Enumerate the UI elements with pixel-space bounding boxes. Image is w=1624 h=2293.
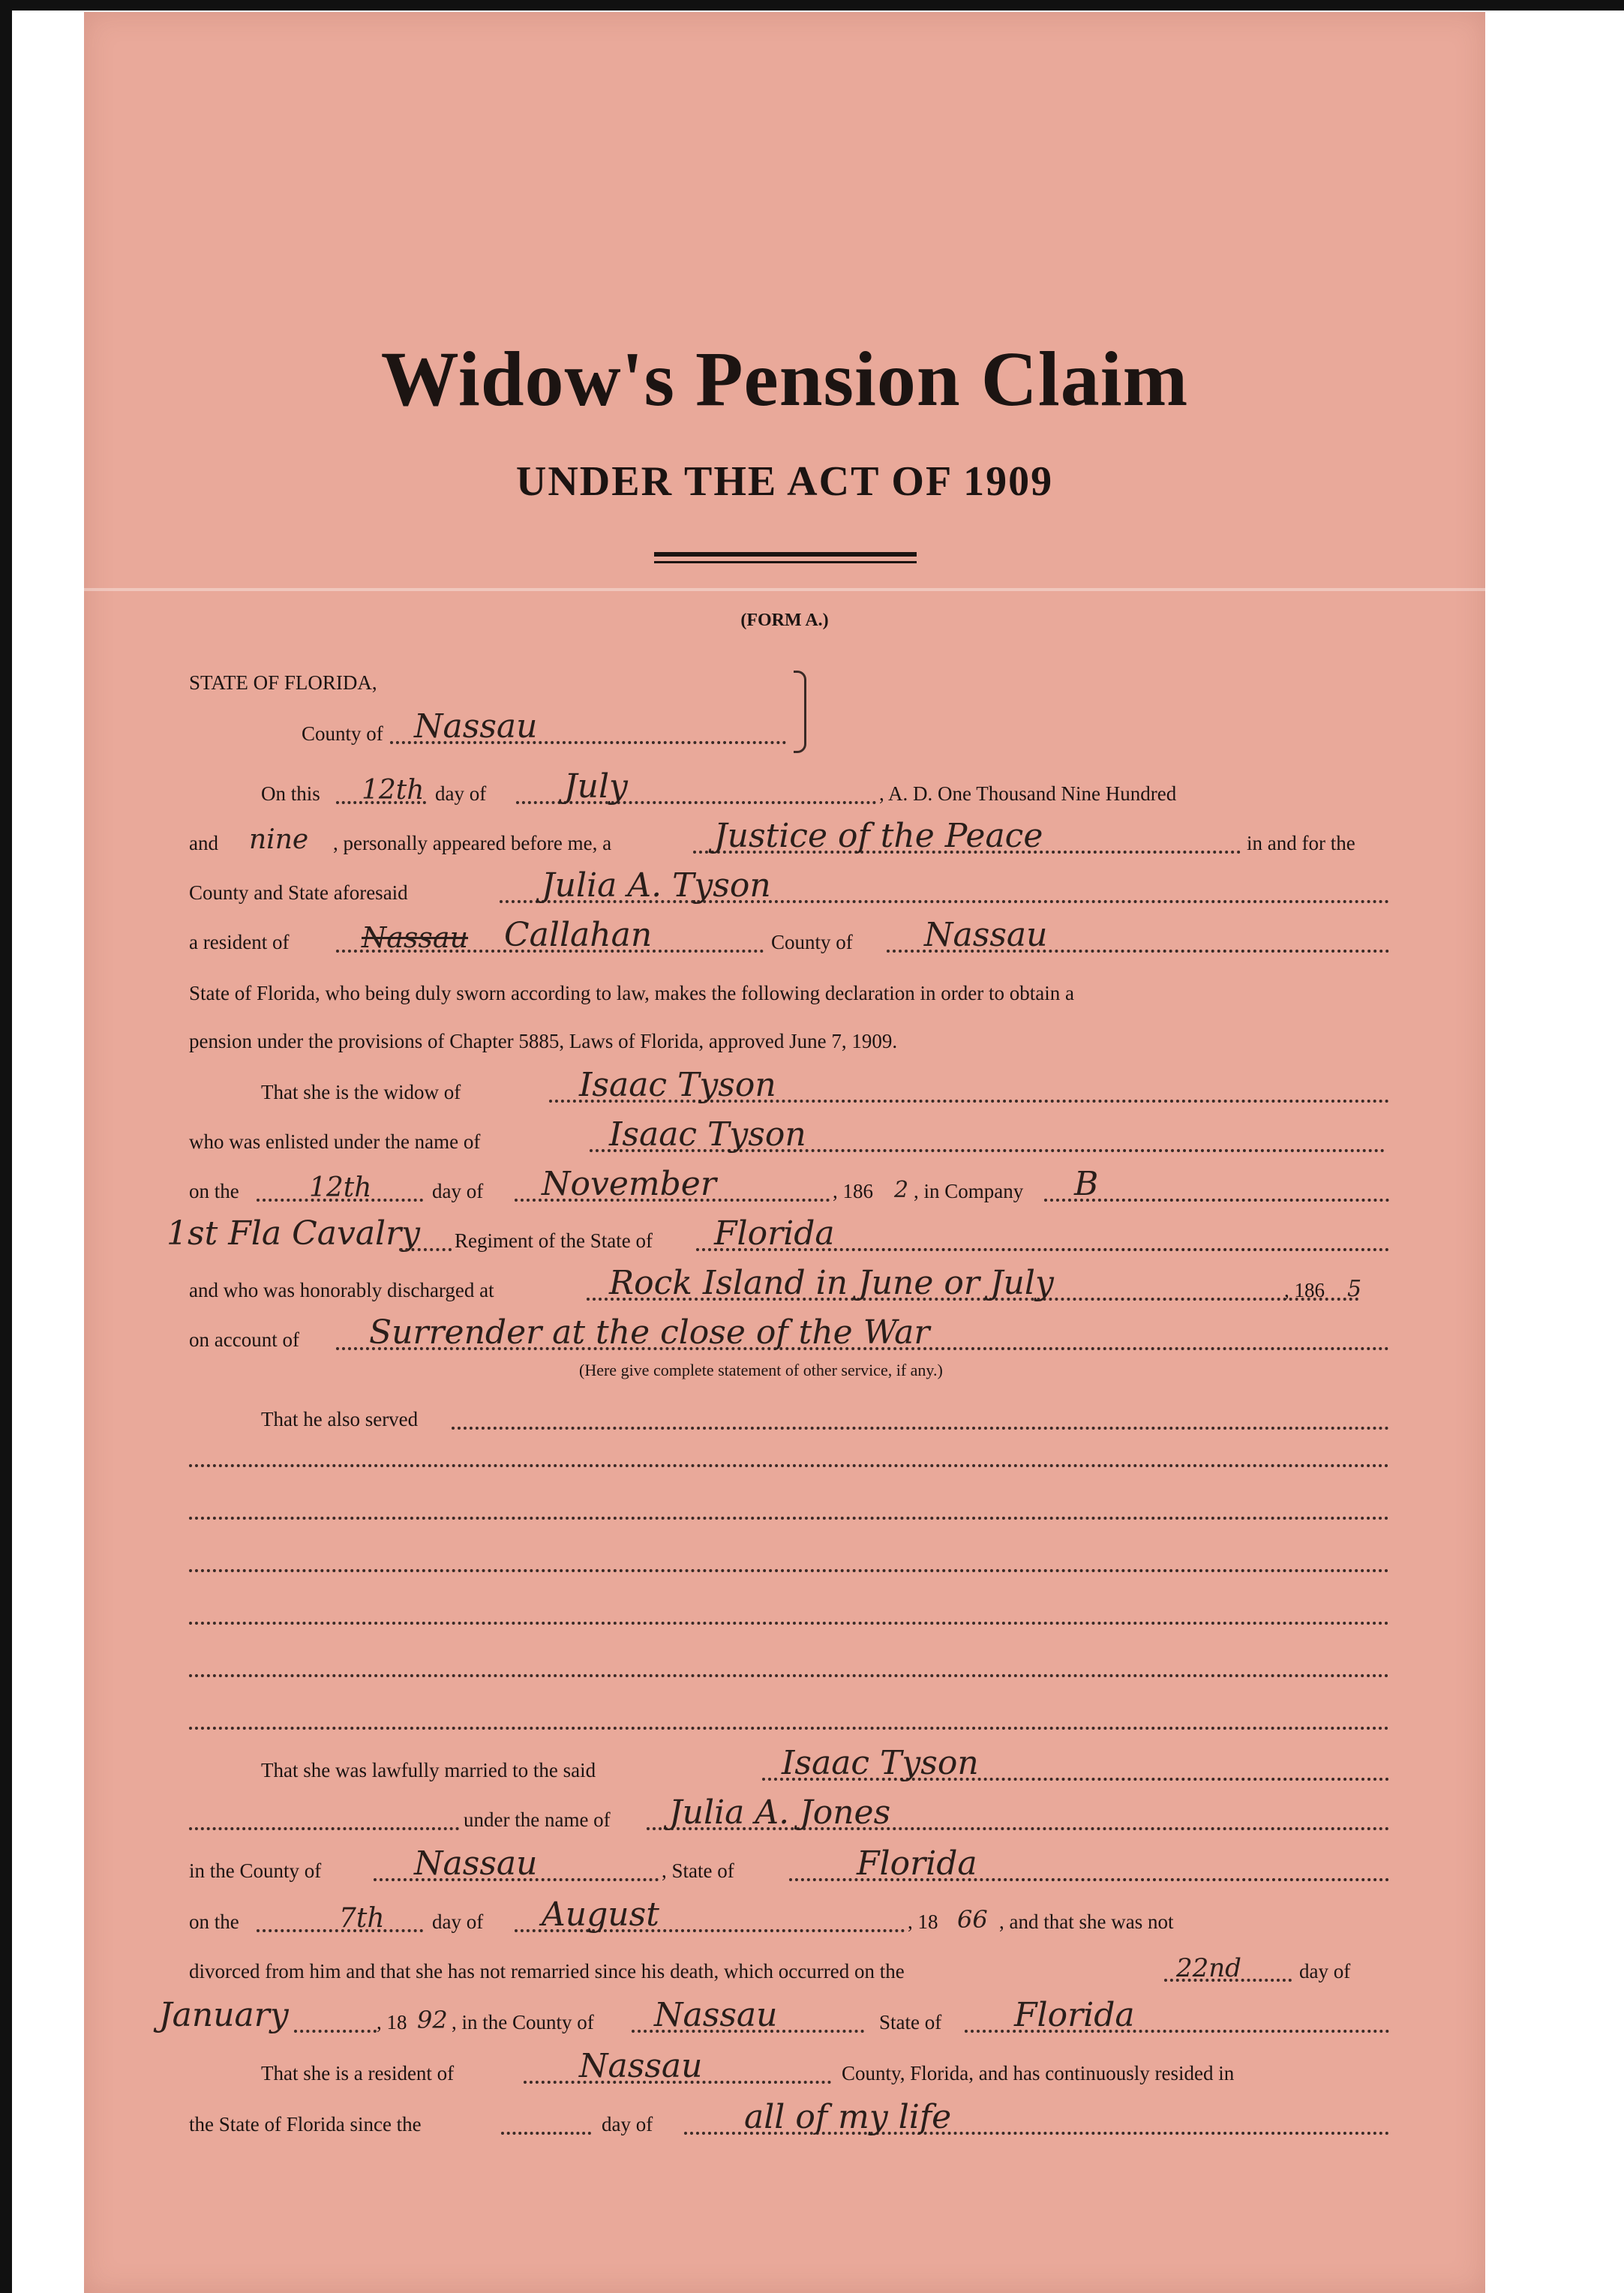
death-state-value: Florida bbox=[1014, 1996, 1135, 2034]
on-this-text: On this bbox=[261, 782, 320, 805]
death-day-of: day of bbox=[1299, 1960, 1351, 1982]
blank-line-2 bbox=[189, 1517, 1389, 1520]
enlisted-text: who was enlisted under the name of bbox=[189, 1130, 481, 1153]
enlist-year-value: 2 bbox=[894, 1177, 909, 1203]
widow-of-line bbox=[189, 1066, 1389, 1110]
widow-of-value: Isaac Tyson bbox=[579, 1066, 776, 1104]
maiden-line bbox=[189, 1793, 1389, 1838]
married-line bbox=[189, 1744, 1389, 1788]
marriage-on-the: on the bbox=[189, 1910, 239, 1933]
month-value: July bbox=[564, 767, 628, 806]
death-county-text: , in the County of bbox=[452, 2011, 594, 2033]
account-text: on account of bbox=[189, 1328, 299, 1351]
fold-crease bbox=[84, 588, 1485, 591]
claimant-value: Julia A. Tyson bbox=[542, 866, 771, 905]
title-rule-top bbox=[654, 552, 917, 557]
death-month-dots bbox=[294, 2030, 377, 2033]
marriage-day-of: day of bbox=[432, 1910, 484, 1933]
married-text: That she was lawfully married to the said bbox=[261, 1759, 596, 1781]
company-text: , in Company bbox=[914, 1180, 1024, 1202]
enlist-day-of: day of bbox=[432, 1180, 484, 1202]
declaration-text-2: pension under the provisions of Chapter 5885, Laws of Florida, approved June 7, 1909. bbox=[189, 1030, 898, 1052]
scan-border-left bbox=[0, 0, 12, 2293]
blank-line-6 bbox=[189, 1727, 1389, 1730]
blank-line-4 bbox=[189, 1622, 1389, 1625]
enlist-month-value: November bbox=[542, 1165, 716, 1203]
county-label: County of bbox=[302, 722, 383, 745]
divorced-text: divorced from him and that she has not remarried since his death, which occurred on the bbox=[189, 1960, 905, 1982]
marriage-month-value: August bbox=[542, 1895, 659, 1934]
residence-value: Callahan bbox=[504, 916, 653, 954]
regiment-dots bbox=[399, 1248, 452, 1251]
state-label: STATE OF FLORIDA, bbox=[189, 671, 377, 694]
venue-county-line bbox=[189, 707, 1389, 752]
county-of-text: County of bbox=[771, 931, 853, 953]
form-title: Widow's Pension Claim bbox=[380, 336, 1189, 422]
since-line bbox=[189, 2098, 1389, 2142]
enlist-year-prefix: , 186 bbox=[833, 1180, 873, 1202]
day-of-text: day of bbox=[435, 782, 487, 805]
pension-form-sheet bbox=[84, 12, 1485, 2293]
officer-line bbox=[189, 817, 1389, 861]
marriage-day-value: 7th bbox=[339, 1903, 385, 1934]
day-value: 12th bbox=[362, 775, 425, 806]
enlist-day-value: 12th bbox=[309, 1172, 372, 1203]
county-florida-text: County, Florida, and has continuously resided in bbox=[842, 2062, 1235, 2084]
also-served-text: That he also served bbox=[261, 1408, 419, 1430]
marriage-state-value: Florida bbox=[857, 1844, 977, 1883]
ad-text: , A. D. One Thousand Nine Hundred bbox=[879, 782, 1177, 805]
date-line bbox=[189, 767, 1389, 812]
other-service-note: (Here give complete statement of other service, if any.) bbox=[579, 1361, 943, 1379]
form-identifier: (FORM A.) bbox=[740, 611, 829, 630]
account-value: Surrender at the close of the War bbox=[369, 1313, 930, 1352]
since-value: all of my life bbox=[744, 2098, 952, 2136]
marriage-place-line bbox=[189, 1844, 1389, 1889]
marriage-year-prefix: , 18 bbox=[908, 1910, 938, 1933]
discharge-line bbox=[189, 1264, 1389, 1308]
declaration-line-2 bbox=[189, 1022, 1389, 1059]
discharge-year-value: 5 bbox=[1347, 1276, 1362, 1302]
divorce-line bbox=[189, 1952, 1389, 1989]
scan-border-top bbox=[0, 0, 1624, 11]
regiment-line bbox=[167, 1214, 1389, 1259]
and-text: and bbox=[189, 832, 218, 854]
in-for-text: in and for the bbox=[1247, 832, 1355, 854]
declaration-text-1: State of Florida, who being duly sworn according to law, makes the following declaration in order to obtain a bbox=[189, 982, 1074, 1004]
residence-county-value: Nassau bbox=[924, 916, 1048, 954]
death-year-value: 92 bbox=[417, 2006, 448, 2034]
enlisted-line bbox=[189, 1115, 1389, 1160]
enlisted-value: Isaac Tyson bbox=[609, 1115, 806, 1154]
blank-line-1 bbox=[189, 1464, 1389, 1467]
title-rule-bottom bbox=[654, 561, 917, 563]
state-of-text: , State of bbox=[662, 1859, 734, 1882]
not-text: , and that she was not bbox=[999, 1910, 1174, 1933]
resident-line bbox=[189, 2047, 1389, 2091]
widow-of-text: That she is the widow of bbox=[261, 1081, 461, 1103]
death-line bbox=[159, 1996, 1389, 2040]
blank-line-5 bbox=[189, 1674, 1389, 1677]
maiden-value: Julia A. Jones bbox=[669, 1793, 891, 1832]
also-served-dots bbox=[452, 1427, 1389, 1430]
resident-text: a resident of bbox=[189, 931, 290, 953]
on-the-text: on the bbox=[189, 1180, 239, 1202]
death-year-prefix: , 18 bbox=[377, 2011, 407, 2033]
in-county-text: in the County of bbox=[189, 1859, 322, 1882]
residence-struck: Nassau bbox=[362, 921, 469, 954]
claimant-line bbox=[189, 866, 1389, 911]
married-value: Isaac Tyson bbox=[782, 1744, 979, 1782]
company-value: B bbox=[1074, 1165, 1099, 1203]
marriage-year-value: 66 bbox=[957, 1905, 988, 1934]
under-name-text: under the name of bbox=[464, 1808, 611, 1831]
since-day-dots bbox=[501, 2132, 591, 2135]
resident-county-value: Nassau bbox=[579, 2047, 703, 2085]
county-state-text: County and State aforesaid bbox=[189, 881, 408, 904]
regiment-state-value: Florida bbox=[714, 1214, 835, 1253]
also-served-line bbox=[189, 1400, 1389, 1437]
death-month-value: January bbox=[159, 1996, 289, 2034]
maiden-lead-dots bbox=[189, 1827, 459, 1830]
officer-value: Justice of the Peace bbox=[714, 817, 1043, 855]
account-line bbox=[189, 1313, 1389, 1358]
declaration-line-1 bbox=[189, 974, 1389, 1011]
marriage-date-line bbox=[189, 1895, 1389, 1940]
enlist-date-line bbox=[189, 1165, 1389, 1209]
residence-line bbox=[189, 916, 1389, 960]
county-value: Nassau bbox=[414, 707, 538, 746]
discharged-text: and who was honorably discharged at bbox=[189, 1279, 494, 1301]
regiment-text: Regiment of the State of bbox=[455, 1229, 653, 1252]
blank-line-3 bbox=[189, 1569, 1389, 1572]
marriage-county-value: Nassau bbox=[414, 1844, 538, 1883]
venue-state-line bbox=[189, 663, 1389, 701]
death-day-value: 22nd bbox=[1176, 1953, 1241, 1983]
death-state-text: State of bbox=[879, 2011, 942, 2033]
regiment-value: 1st Fla Cavalry bbox=[167, 1214, 421, 1253]
discharged-value: Rock Island in June or July bbox=[609, 1264, 1054, 1302]
appeared-text: , personally appeared before me, a bbox=[333, 832, 612, 854]
form-subtitle: UNDER THE ACT OF 1909 bbox=[515, 458, 1054, 505]
since-day-of: day of bbox=[602, 2113, 653, 2135]
since-text: the State of Florida since the bbox=[189, 2113, 422, 2135]
year-value: nine bbox=[249, 824, 309, 855]
death-county-value: Nassau bbox=[654, 1996, 778, 2034]
resident-text: That she is a resident of bbox=[261, 2062, 455, 2084]
discharge-year-prefix: , 186 bbox=[1284, 1279, 1325, 1301]
